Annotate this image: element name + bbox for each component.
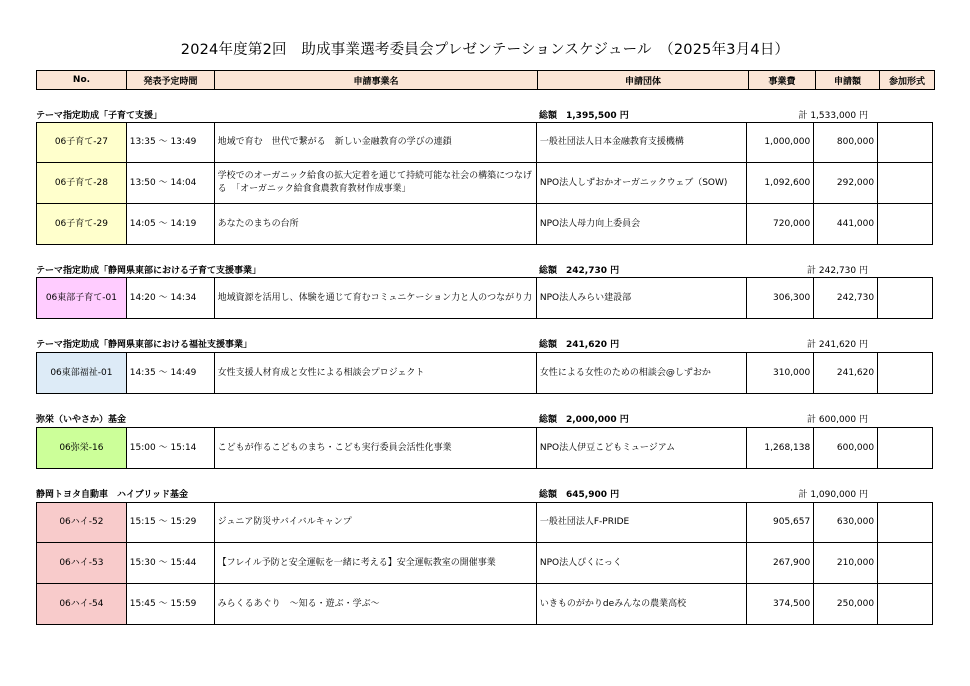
cell-no: 06ハイ-52 <box>37 503 127 542</box>
cell-time: 13:35 ～ 13:49 <box>127 123 215 162</box>
cell-format <box>878 123 932 162</box>
cell-name: あなたのまちの台所 <box>215 204 537 244</box>
section-grand-total: 計 600,000 円 <box>807 415 868 425</box>
section-grand-total: 計 241,620 円 <box>807 340 868 350</box>
cell-no: 06子育て-27 <box>37 123 127 162</box>
section-total: 総額 645,900 円 <box>539 490 620 500</box>
cell-cost: 306,300 <box>747 278 814 318</box>
cell-cost: 1,268,138 <box>747 428 814 468</box>
cell-name: 地域で育む 世代で繋がる 新しい金融教育の学びの連鎖 <box>215 123 537 162</box>
cell-no: 06東部子育て-01 <box>37 278 127 318</box>
cell-org: NPO法人みらい建設部 <box>537 278 748 318</box>
cell-time: 14:35 ～ 14:49 <box>127 353 215 393</box>
section-table <box>36 427 933 469</box>
cell-no: 06子育て-29 <box>37 204 127 244</box>
cell-org: 一般社団法人F-PRIDE <box>537 503 748 542</box>
header-cost: 事業費 <box>749 71 816 89</box>
section-label: 静岡トヨタ自動車 ハイブリッド基金 <box>36 490 189 500</box>
section-table <box>36 352 933 394</box>
section-label: テーマ指定助成「子育て支援」 <box>36 111 163 121</box>
cell-request: 600,000 <box>814 428 878 468</box>
header-request: 申請額 <box>816 71 880 89</box>
cell-cost: 720,000 <box>747 204 814 244</box>
header-no: No. <box>37 71 127 89</box>
cell-request: 630,000 <box>814 503 878 542</box>
cell-request: 250,000 <box>814 584 878 624</box>
page-title: 2024年度第2回 助成事業選考委員会プレゼンテーションスケジュール （2025年3月4日） <box>180 42 790 58</box>
cell-format <box>878 204 932 244</box>
table-row <box>37 584 932 624</box>
cell-name: 地域資源を活用し、体験を通じて育むコミュニケーション力と人のつながり力 <box>215 278 537 318</box>
cell-request: 242,730 <box>814 278 878 318</box>
cell-org: NPO法人伊豆こどもミュージアム <box>537 428 748 468</box>
section-label: 弥栄（いやさか）基金 <box>36 415 127 425</box>
cell-org: NPO法人ぴくにっく <box>537 543 748 583</box>
cell-name: 【フレイル予防と安全運転を一緒に考える】安全運転教室の開催事業 <box>215 543 537 583</box>
cell-request: 241,620 <box>814 353 878 393</box>
cell-time: 13:50 ～ 14:04 <box>127 163 215 203</box>
cell-name: みらくるあぐり ～知る・遊ぶ・学ぶ～ <box>215 584 537 624</box>
cell-cost: 267,900 <box>747 543 814 583</box>
table-row <box>37 278 932 318</box>
cell-time: 15:15 ～ 15:29 <box>127 503 215 542</box>
cell-format <box>878 278 932 318</box>
cell-format <box>878 428 932 468</box>
cell-no: 06弥栄-16 <box>37 428 127 468</box>
cell-format <box>878 353 932 393</box>
section-grand-total: 計 242,730 円 <box>807 266 868 276</box>
header-time: 発表予定時間 <box>127 71 215 89</box>
cell-name: こどもが作るこどものまち・こども実行委員会活性化事業 <box>215 428 537 468</box>
table-row <box>37 543 932 584</box>
section-label: テーマ指定助成「静岡県東部における子育て支援事業」 <box>36 266 262 276</box>
table-row <box>37 428 932 468</box>
table-row <box>37 123 932 163</box>
section-table <box>36 122 933 245</box>
section-total: 総額 2,000,000 円 <box>539 415 629 425</box>
header-format: 参加形式 <box>888 76 925 87</box>
cell-org: NPO法人しずおかオーガニックウェブ（SOW) <box>537 163 748 203</box>
cell-no: 06ハイ-53 <box>37 543 127 583</box>
cell-no: 06子育て-28 <box>37 163 127 203</box>
cell-name: ジュニア防災サバイバルキャンプ <box>215 503 537 542</box>
cell-org: NPO法人母力向上委員会 <box>537 204 748 244</box>
section-table <box>36 277 933 319</box>
cell-org: 女性による女性のための相談会@しずおか <box>537 353 748 393</box>
cell-request: 210,000 <box>814 543 878 583</box>
cell-name: 女性支援人材育成と女性による相談会プロジェクト <box>215 353 537 393</box>
cell-time: 15:00 ～ 15:14 <box>127 428 215 468</box>
cell-no: 06ハイ-54 <box>37 584 127 624</box>
cell-format <box>878 584 932 624</box>
header-org: 申請団体 <box>538 71 749 89</box>
cell-no: 06東部福祉-01 <box>37 353 127 393</box>
section-grand-total: 計 1,090,000 円 <box>798 490 868 500</box>
cell-request: 800,000 <box>814 123 878 162</box>
section-total: 総額 242,730 円 <box>539 266 620 276</box>
cell-cost: 374,500 <box>747 584 814 624</box>
section-total: 総額 1,395,500 円 <box>539 111 629 121</box>
section-table <box>36 502 933 625</box>
section-grand-total: 計 1,533,000 円 <box>798 111 868 121</box>
cell-cost: 1,092,600 <box>747 163 814 203</box>
cell-time: 15:30 ～ 15:44 <box>127 543 215 583</box>
cell-org: いきものがかりdeみんなの農業高校 <box>537 584 748 624</box>
cell-request: 441,000 <box>814 204 878 244</box>
table-row <box>37 163 932 204</box>
cell-format <box>878 503 932 542</box>
cell-time: 14:20 ～ 14:34 <box>127 278 215 318</box>
cell-format <box>878 163 932 203</box>
table-row <box>37 204 932 244</box>
cell-org: 一般社団法人日本金融教育支援機構 <box>537 123 748 162</box>
cell-cost: 310,000 <box>747 353 814 393</box>
cell-name: 学校でのオーガニック給食の拡大定着を通じて持続可能な社会の構築につなげる 「オーガニック給食食農教育教材作成事業」 <box>215 163 537 203</box>
section-total: 総額 241,620 円 <box>539 340 620 350</box>
table-row <box>37 503 932 543</box>
table-row <box>37 353 932 393</box>
cell-cost: 905,657 <box>747 503 814 542</box>
cell-format <box>878 543 932 583</box>
table-header <box>36 70 935 90</box>
cell-time: 14:05 ～ 14:19 <box>127 204 215 244</box>
cell-request: 292,000 <box>814 163 878 203</box>
header-name: 申請事業名 <box>215 71 538 89</box>
cell-time: 15:45 ～ 15:59 <box>127 584 215 624</box>
section-label: テーマ指定助成「静岡県東部における福祉支援事業」 <box>36 340 253 350</box>
cell-cost: 1,000,000 <box>747 123 814 162</box>
